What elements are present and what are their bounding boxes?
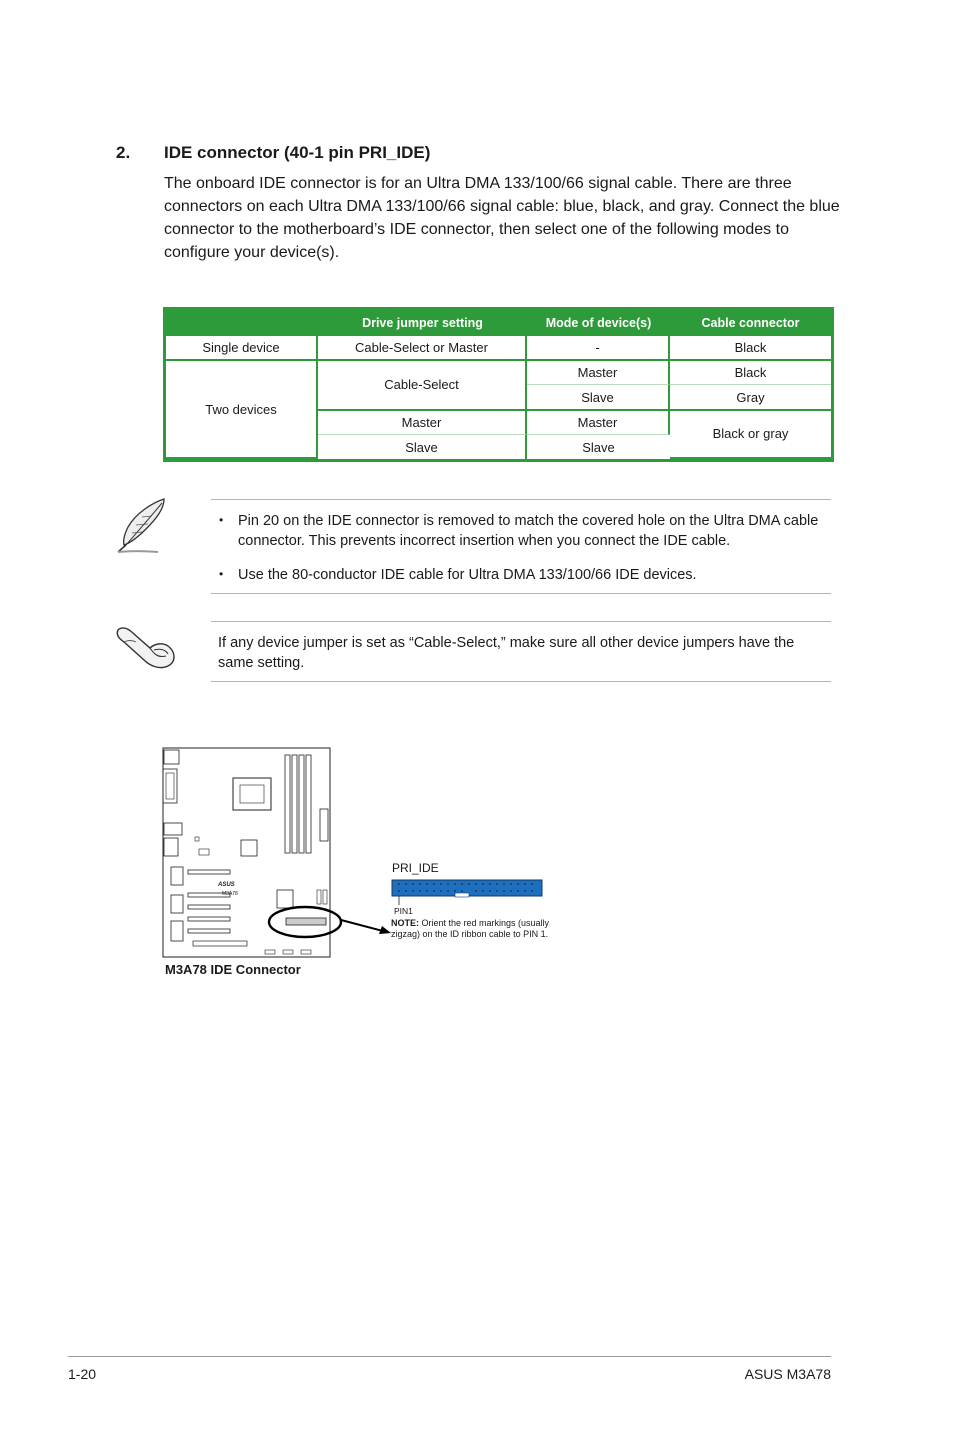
table-header-blank bbox=[166, 310, 318, 336]
table-header-cable: Cable connector bbox=[670, 310, 831, 336]
table-header-jumper: Drive jumper setting bbox=[318, 310, 527, 336]
cell-jumper: Cable-Select or Master bbox=[318, 336, 527, 362]
hand-caution-icon bbox=[114, 620, 178, 670]
page-number: 1-20 bbox=[68, 1366, 97, 1382]
cell-cable: Black bbox=[670, 361, 831, 385]
cell-cable: Black or gray bbox=[670, 411, 831, 459]
table-header-mode: Mode of device(s) bbox=[527, 310, 670, 336]
table-row bbox=[166, 336, 831, 362]
board-model: M3A78 bbox=[222, 891, 238, 897]
cell-mode: Slave bbox=[527, 435, 670, 459]
table-header-row bbox=[166, 310, 831, 336]
cell-jumper: Cable-Select bbox=[318, 361, 527, 411]
cell-single-device: Single device bbox=[166, 336, 318, 362]
orientation-note-bold: NOTE: bbox=[391, 918, 419, 928]
note-item-2: Use the 80-conductor IDE cable for Ultra DMA 133/100/66 IDE devices. bbox=[238, 567, 697, 583]
footer-rule bbox=[68, 1356, 831, 1357]
board-logo: ASUS bbox=[218, 882, 235, 888]
product-name: ASUS M3A78 bbox=[744, 1366, 831, 1382]
note-top-rule bbox=[211, 499, 831, 500]
note-item-1: Pin 20 on the IDE connector is removed to match the covered hole on the Ultra DMA cable connector. This prevents incorrect insertion when you connect the IDE cable. bbox=[238, 513, 819, 549]
note-bottom-rule bbox=[211, 593, 831, 594]
cell-jumper: Master bbox=[318, 411, 527, 435]
cell-mode: Slave bbox=[527, 385, 670, 411]
cell-mode: - bbox=[527, 336, 670, 362]
diagram-caption: M3A78 IDE Connector bbox=[165, 962, 301, 977]
feather-note-icon bbox=[112, 497, 172, 555]
caution-text: If any device jumper is set as “Cable-Select,” make sure all other device jumpers have the same setting. bbox=[218, 635, 795, 671]
section-body: The onboard IDE connector is for an Ultra DMA 133/100/66 signal cable. There are three connectors on each Ultra DMA 133/100/66 signal cable: blue, black, and gray. Connect the blue connector to the motherboard’s IDE connector, then select one of the following modes to configure your device(s). bbox=[164, 175, 840, 261]
pin1-label: PIN1 bbox=[394, 906, 413, 916]
section-number: 2. bbox=[116, 143, 131, 162]
orientation-note-text: Orient the red markings (usually zigzag) on the ID ribbon cable to PIN 1. bbox=[391, 918, 550, 939]
pri-ide-label: PRI_IDE bbox=[392, 861, 439, 875]
ide-config-table bbox=[163, 307, 834, 462]
orientation-note bbox=[391, 918, 551, 939]
note-bullet-1: • bbox=[219, 513, 224, 527]
cell-cable: Black bbox=[670, 336, 831, 362]
caution-top-rule bbox=[211, 621, 831, 622]
cell-mode: Master bbox=[527, 361, 670, 385]
cell-cable: Gray bbox=[670, 385, 831, 411]
section-title: IDE connector (40-1 pin PRI_IDE) bbox=[164, 143, 431, 162]
note-bullet-2: • bbox=[219, 567, 224, 581]
table-row bbox=[166, 361, 831, 385]
caution-bottom-rule bbox=[211, 681, 831, 682]
cell-mode: Master bbox=[527, 411, 670, 435]
cell-jumper: Slave bbox=[318, 435, 527, 459]
cell-two-devices: Two devices bbox=[166, 361, 318, 459]
